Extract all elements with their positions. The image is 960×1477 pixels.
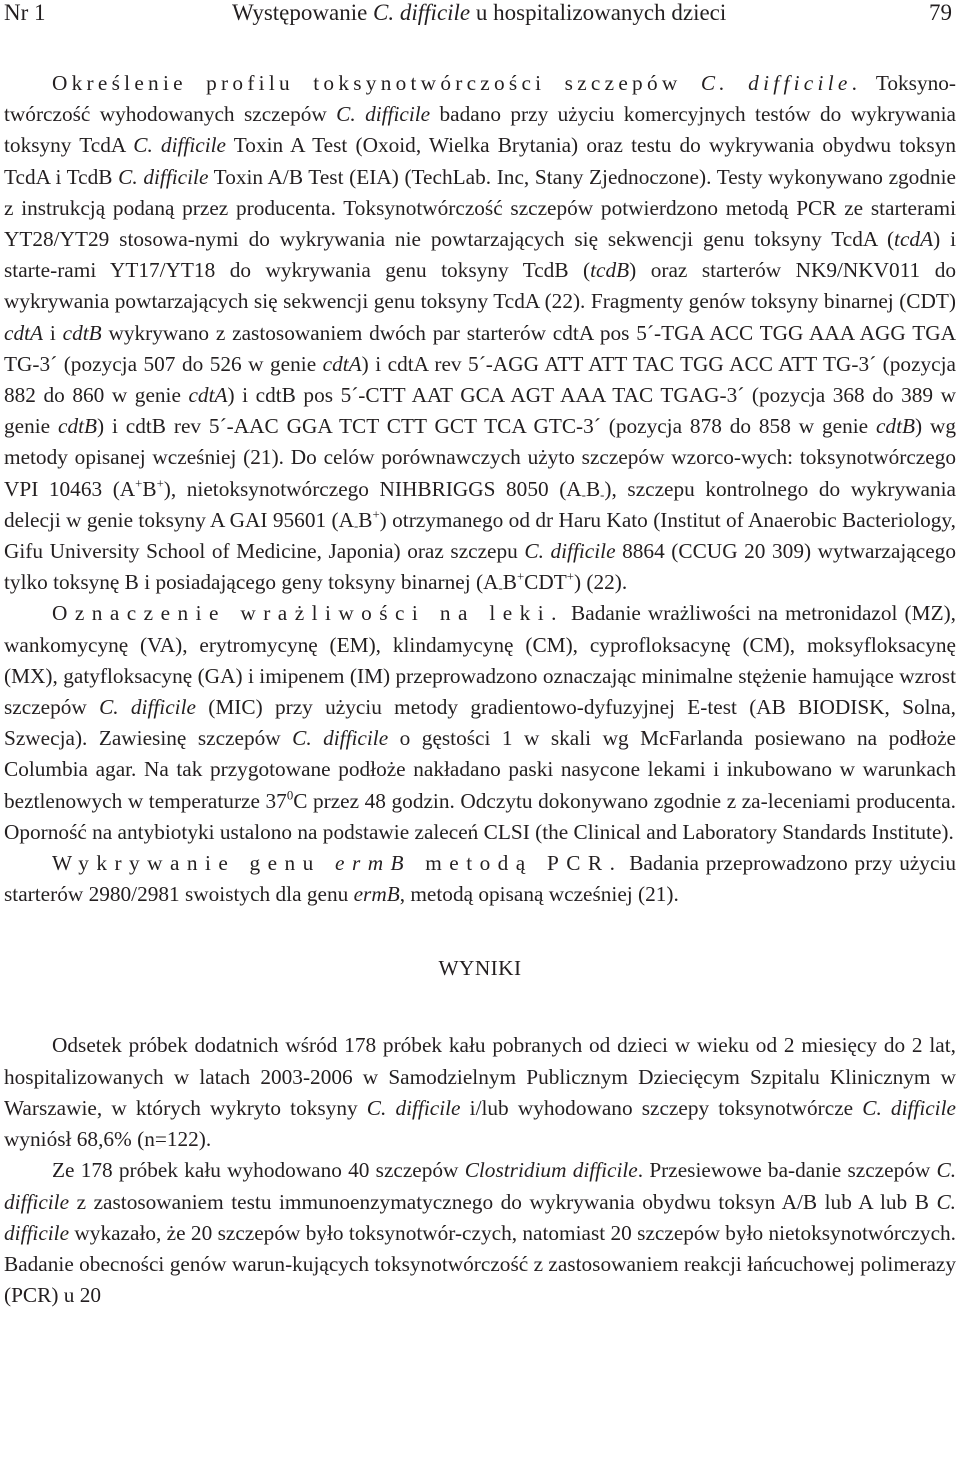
run-in-heading: Określenie profilu toksynotwórczości szczepów [52,71,701,95]
run-in-heading: Wykrywanie genu [52,851,336,876]
run-in-heading: Oznaczenie wrażliwości na leki. [52,601,564,626]
paragraph-ermb: Wykrywanie genu ermB metodą PCR. Badania przeprowadzono przy użyciu starterów 2980/2981 swoistych dla genu ermB, metodą opisaną wcześniej (21). [4,851,956,907]
paragraph-results-2: Ze 178 próbek kału wyhodowano 40 szczepów Clostridium difficile. Przesiewowe ba-danie szczepów C. difficile z zastosowaniem testu immunoenzymatycznego do wykrywania obydwu toksyn A/B lub A lub B C. difficile wykazało, że 20 szczepów było toksynotwór-czych, natomiast 20 szczepów było nietoksynotwórczych. Badanie obecności genów warun-kujących toksynotwórczość z zastosowaniem reakcji łańcuchowej polimerazy (PCR) u 20 [4,1158,957,1308]
article-body [4,68,956,1311]
issue-number: Nr 1 [4,0,46,25]
spacer [4,910,956,953]
page-number: 79 [929,0,952,25]
paragraph-susceptibility: Oznaczenie wrażliwości na leki. Badanie wrażliwości na metronidazol (MZ), wankomycynę (VA), erytromycynę (EM), klindamycynę (CM), cyprofloksacynę (CM), moksyfloksacynę (MX), gatyfloksacynę (GA) i imipenem (IM) przeprowadzono oznaczając minimalne stężenie hamujące wzrost szczepów C. difficile (MIC) przy użyciu metody gradientowo-dyfuzyjnej E-test (AB BIODISK, Solna, Szwecja). Zawiesinę szczepów C. difficile o gęstości 1 w skali wg McFarlanda posiewano na podłoże Columbia agar. Na tak przygotowane podłoże nakładano paski nasycone lekami i inkubowano w warunkach beztlenowych w temperaturze $37^0C$ przez 48 godzin. Odczytu dokonywano zgodnie z za-leceniami producenta. Oporność na antybiotyki ustalono na podstawie zaleceń CLSI (the Clinical and Laboratory Standards Institute). [4,601,957,844]
paragraph-results-1: Odsetek próbek dodatnich wśród 178 próbek kału pobranych od dzieci w wieku od 2 miesięcy do 2 lat, hospitalizowanych w latach 2003-2006 w Samodzielnym Publicznym Dziecięcym Szpitalu Klinicznym w Warszawie, w których wykryto toksyny C. difficile i/lub wyhodowano szczepy toksynotwórcze C. difficile wyniósł 68,6% (n=122). [4,1033,956,1152]
running-header [4,0,956,30]
running-title: Występowanie C. difficile u hospitalizowanych dzieci [232,0,727,25]
spacer [4,984,956,1030]
section-heading-results: WYNIKI [438,956,522,981]
paragraph-toxin-profile: Określenie profilu toksynotwórczości szczepów C. difficile. Toksyno-twórczość wyhodowanych szczepów C. difficile badano przy użyciu komercyjnych testów do wykrywania toksyny TcdA C. difficile Toxin A Test (Oxoid, Wielka Brytania) oraz testu do wykrywania obydwu toksyn TcdA i TcdB C. difficile Toxin A/B Test (EIA) (TechLab. Inc, Stany Zjednoczone). Testy wykonywano zgodnie z instrukcją podaną przez producenta. Toksynotwórczość szczepów potwierdzono metodą PCR ze starterami YT28/YT29 stosowa-nymi do wykrywania nie powtarzających się sekwencji genu toksyny TcdA (tcdA) i starte-rami YT17/YT18 do wykrywania genu toksyny TcdB (tcdB) oraz starterów NK9/NKV011 do wykrywania powtarzających się sekwencji genu toksyny TcdA (22). Fragmenty genów toksyny binarnej (CDT) cdtA i cdtB wykrywano z zastosowaniem dwóch par starterów cdtA pos 5´-TGA ACC TGG AAA AGG TGA TG-3´ (pozycja 507 do 526 w genie cdtA) i cdtA rev 5´-AGG ATT ATT TAC TGG ACC ATT TG-3´ (pozycja 882 do 860 w genie cdtA) i cdtB pos 5´-CTT AAT GCA AGT AAA TAC TGAG-3´ (pozycja 368 do 389 w genie cdtB) i cdtB rev 5´-AAC GGA TCT CTT GCT TCA GTC-3´ (pozycja 878 do 858 w genie cdtB) wg metody opisanej wcześniej (21). Do celów porównawczych użyto szczepów wzorco-wych: toksynotwórczego VPI 10463 (A+B+), nietoksynotwórczego NIHBRIGGS 8050 $(A_-B_-)$, szczepu kontrolnego do wykrywania delecji w genie toksyny A GAI 95601 $(A_-B^+)$ otrzymanego od dr Haru Kato (Institut of Anaerobic Bacteriology, Gifu University School of Medicine, Japonia) oraz szczepu C. difficile 8864 (CCUG 20 309) wytwarzającego tylko toksynę B i posiadającego geny toksyny binarnej $(A_-B^+CDT^+)$ (22). [4,71,957,596]
